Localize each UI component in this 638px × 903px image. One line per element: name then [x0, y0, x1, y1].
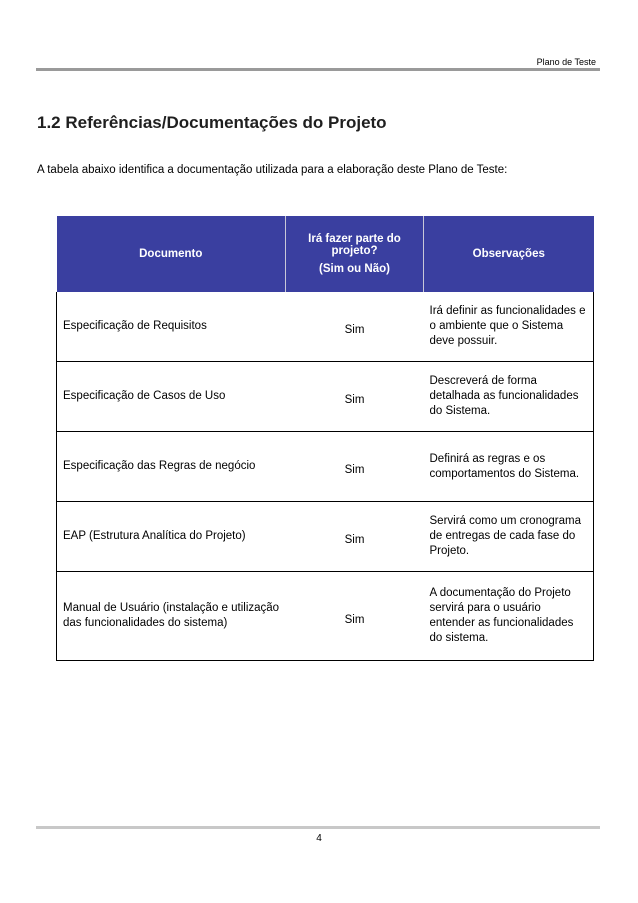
table-header-row	[57, 216, 594, 292]
table-row	[57, 502, 594, 572]
document-cell: Especificação de Casos de Uso	[57, 362, 286, 432]
observation-cell: A documentação do Projeto servirá para o usuário entender as funcionalidades do sistema.	[424, 572, 594, 661]
observation-cell: Irá definir as funcionalidades e o ambiente que o Sistema deve possuir.	[424, 292, 594, 362]
answer-cell: Sim	[286, 572, 424, 661]
column-header-part-of-project	[286, 216, 424, 292]
table-row	[57, 362, 594, 432]
document-cell: Especificação de Requisitos	[57, 292, 286, 362]
document-cell: Especificação das Regras de negócio	[57, 432, 286, 502]
page-number: 4	[316, 833, 322, 844]
running-header: Plano de Teste	[536, 57, 596, 67]
header-divider	[36, 68, 600, 71]
observation-cell: Descreverá de forma detalhada as funcionalidades do Sistema.	[424, 362, 594, 432]
column-header-part-of-project-label: Irá fazer parte do projeto?	[308, 233, 401, 257]
table-row	[57, 572, 594, 661]
column-header-part-of-project-hint: (Sim ou Não)	[319, 263, 390, 275]
table-row	[57, 432, 594, 502]
observation-cell: Definirá as regras e os comportamentos do Sistema.	[424, 432, 594, 502]
section-title: 1.2 Referências/Documentações do Projeto	[37, 113, 387, 132]
column-header-document	[57, 216, 286, 292]
footer-divider	[36, 826, 600, 829]
answer-cell: Sim	[286, 432, 424, 502]
table-row	[57, 292, 594, 362]
documentation-table	[56, 216, 594, 661]
column-header-document-label: Documento	[139, 248, 203, 260]
section-intro: A tabela abaixo identifica a documentação utilizada para a elaboração deste Plano de Teste:	[37, 164, 508, 176]
document-cell: Manual de Usuário (instalação e utilização das funcionalidades do sistema)	[57, 572, 286, 661]
answer-cell: Sim	[286, 502, 424, 572]
document-cell: EAP (Estrutura Analítica do Projeto)	[57, 502, 286, 572]
observation-cell: Servirá como um cronograma de entregas de cada fase do Projeto.	[424, 502, 594, 572]
column-header-observations	[424, 216, 594, 292]
column-header-observations-label: Observações	[472, 248, 545, 260]
answer-cell: Sim	[286, 292, 424, 362]
answer-cell: Sim	[286, 362, 424, 432]
